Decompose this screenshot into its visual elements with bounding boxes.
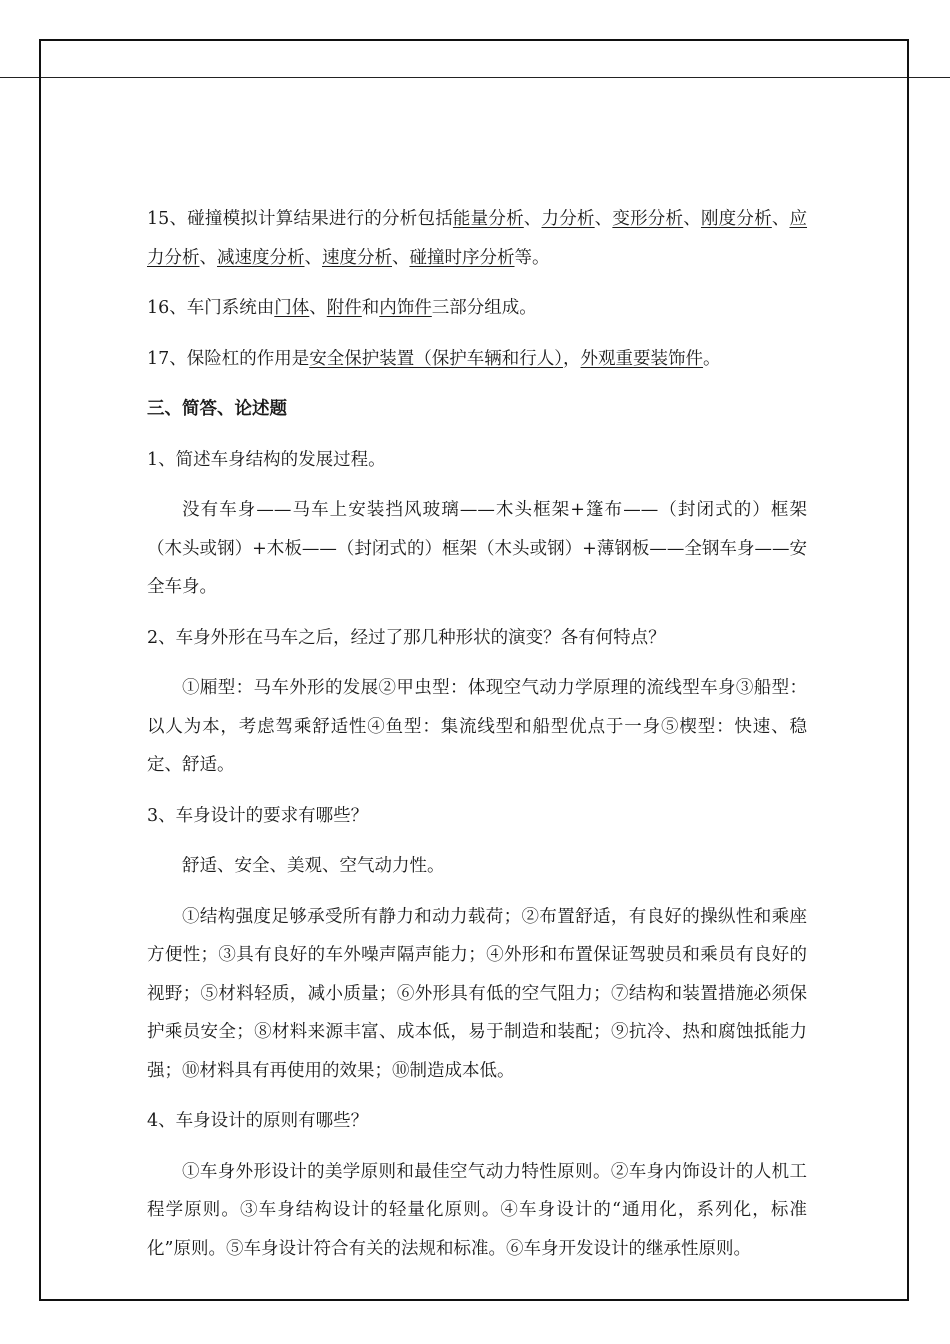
question-15	[147, 200, 807, 277]
question-suffix: 三部分组成。	[431, 298, 537, 318]
short-question-2: 2、车身外形在马车之后，经过了那几种形状的演变？各有何特点？	[147, 627, 666, 648]
section-title: 三、简答、论述题	[147, 399, 287, 419]
answer-blank: 外观重要装饰件	[580, 348, 704, 369]
document-body	[147, 200, 807, 1280]
separator: 和	[361, 298, 380, 318]
question-16-stem: 16、车门系统由	[147, 298, 275, 318]
question-15-stem: 15、碰撞模拟计算结果进行的分析包括	[147, 209, 453, 229]
separator: 、	[523, 209, 542, 229]
answer-blank: 减速度分析	[217, 247, 305, 268]
answer-blank: 变形分析	[612, 209, 684, 229]
answer-blank: 力分析	[541, 209, 595, 229]
short-answer-3-summary: 舒适、安全、美观、空气动力性。	[182, 856, 445, 876]
answer-blank: 刚度分析	[700, 209, 772, 229]
answer-blank: 应力分析	[147, 209, 808, 268]
short-answer-3-detail: ①结构强度足够承受所有静力和动力载荷；②布置舒适，有良好的操纵性和乘座方便性；③具有良好的车外噪声隔声能力；④外形和布置保证驾驶员和乘员有良好的视野；⑤材料轻质，减小质量；⑥外形具有低的空气阻力；⑦结构和装置措施必须保护乘员安全；⑧材料来源丰富、成本低，易于制造和装配；⑨抗冷、热和腐蚀抵能力强；⑩材料具有再使用的效果；⑩制造成本低。	[147, 906, 807, 1081]
answer-blank: 门体	[274, 298, 310, 318]
answer-blank: 碰撞时序分析	[409, 247, 515, 268]
answer-blank: 能量分析	[452, 209, 524, 229]
question-16	[147, 289, 807, 328]
question-suffix: 等。	[514, 247, 550, 268]
short-question-1: 1、简述车身结构的发展过程。	[147, 449, 386, 470]
question-17	[147, 340, 807, 379]
answer-blank: 安全保护装置（保护车辆和行人）	[309, 348, 564, 369]
separator: 、	[304, 247, 322, 268]
answer-blank: 内饰件	[379, 298, 432, 318]
short-question-4: 4、车身设计的原则有哪些？	[147, 1111, 369, 1131]
separator: ，	[563, 348, 581, 369]
separator: 、	[392, 247, 410, 268]
separator: 、	[309, 298, 327, 318]
separator: 、	[683, 209, 701, 229]
question-suffix: 。	[703, 348, 721, 369]
answer-blank: 速度分析	[322, 247, 392, 268]
short-question-3: 3、车身设计的要求有哪些？	[147, 805, 369, 826]
separator: 、	[594, 209, 613, 229]
question-17-stem: 17、保险杠的作用是	[147, 348, 310, 369]
short-answer-1: 没有车身——马车上安装挡风玻璃——木头框架+篷布——（封闭式的）框架（木头或钢）+木板——（封闭式的）框架（木头或钢）+薄钢板——全钢车身——安全车身。	[147, 500, 807, 597]
separator: 、	[771, 209, 790, 229]
short-answer-4: ①车身外形设计的美学原则和最佳空气动力特性原则。②车身内饰设计的人机工程学原则。③车身结构设计的轻量化原则。④车身设计的“通用化，系列化，标准化”原则。⑤车身设计符合有关的法规和标准。⑥车身开发设计的继承性原则。	[147, 1161, 807, 1259]
separator: 、	[199, 247, 217, 268]
answer-blank: 附件	[326, 298, 362, 318]
short-answer-2: ①厢型：马车外形的发展②甲虫型：体现空气动力学原理的流线型车身③船型：以人为本，考虑驾乘舒适性④鱼型：集流线型和船型优点于一身⑤楔型：快速、稳定、舒适。	[147, 678, 807, 775]
